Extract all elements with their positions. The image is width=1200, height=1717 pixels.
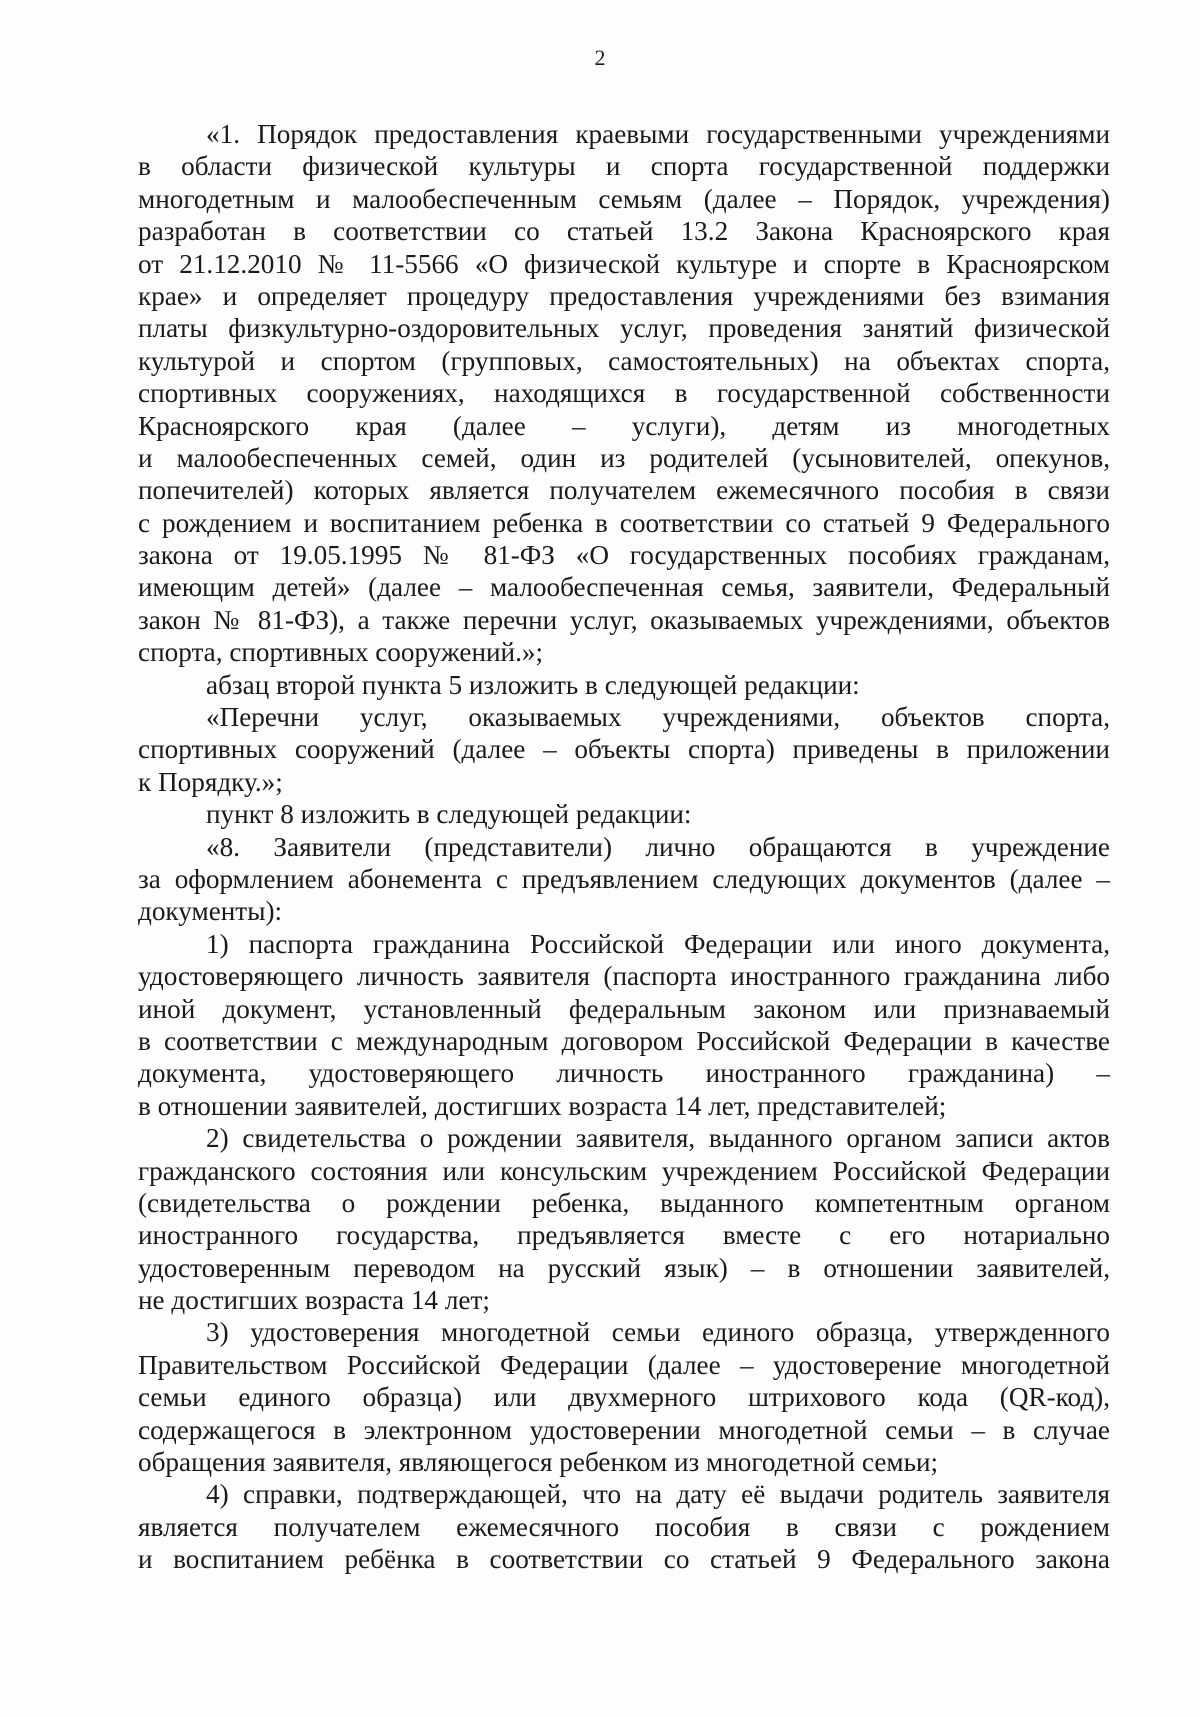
paragraph [138,1316,1110,1478]
paragraph [138,1122,1110,1316]
text-line: имеющим детей» (далее – малообеспеченная семья, заявители, Федеральный [138,572,1110,603]
text-line: в области физической культуры и спорта государственной поддержки [138,151,1110,182]
text-line: удостоверенным переводом на русский язык) – в отношении заявителей, [138,1252,1110,1283]
text-line: не достигших возраста 14 лет; [138,1285,490,1316]
paragraph [138,118,1110,669]
text-line: крае» и определяет процедуру предоставления учреждениями без взимания [138,280,1110,311]
text-line: 1) паспорта гражданина Российской Федерации или иного документа, [206,928,1110,959]
text-line: документы): [138,896,283,927]
text-line: закона от 19.05.1995 № 81-ФЗ «О государственных пособиях гражданам, [138,540,1110,571]
text-line: пункт 8 изложить в следующей редакции: [206,799,692,830]
text-line: культурой и спортом (групповых, самостоятельных) на объектах спорта, [138,345,1110,376]
text-line: абзац второй пункта 5 изложить в следующей редакции: [206,669,860,700]
text-line: Красноярского края (далее – услуги), детям из многодетных [138,410,1110,441]
paragraph [138,1478,1110,1575]
document-body [138,118,1110,1576]
text-line: закон № 81-ФЗ), а также перечни услуг, оказываемых учреждениями, объектов [138,604,1110,635]
text-line: (свидетельства о рождении ребенка, выданного компетентным органом [138,1187,1110,1218]
text-line: иной документ, установленный федеральным законом или признаваемый [138,993,1110,1024]
paragraph [138,798,1110,830]
text-line: «Перечни услуг, оказываемых учреждениями, объектов спорта, [206,702,1110,733]
text-line: содержащегося в электронном удостоверении многодетной семьи – в случае [138,1414,1110,1445]
page-number: 2 [594,45,606,70]
text-line: разработан в соответствии со статьей 13.2 Закона Красноярского края [138,216,1110,247]
text-line: спорта, спортивных сооружений.»; [138,637,544,668]
paragraph [138,701,1110,798]
text-line: спортивных сооружениях, находящихся в государственной собственности [138,378,1110,409]
text-line: 2) свидетельства о рождении заявителя, выданного органом записи актов [206,1123,1110,1154]
text-line: иностранного государства, предъявляется вместе с его нотариально [138,1220,1110,1251]
text-line: многодетным и малообеспеченным семьям (далее – Порядок, учреждения) [138,183,1110,214]
paragraph [138,669,1110,701]
text-line: 4) справки, подтверждающей, что на дату её выдачи родитель заявителя [206,1479,1110,1510]
text-line: к Порядку.»; [138,766,283,797]
text-line: попечителей) которых является получателем ежемесячного пособия в связи [138,475,1110,506]
text-line: 3) удостоверения многодетной семьи единого образца, утвержденного [206,1317,1110,1348]
text-line: за оформлением абонемента с предъявлением следующих документов (далее – [138,863,1110,894]
text-line: документа, удостоверяющего личность иностранного гражданина) – [138,1058,1110,1089]
text-line: и малообеспеченных семей, один из родителей (усыновителей, опекунов, [138,442,1110,473]
text-line: гражданского состояния или консульским учреждением Российской Федерации [138,1155,1110,1186]
text-line: семьи единого образца) или двухмерного штрихового кода (QR-код), [138,1382,1110,1413]
text-line: платы физкультурно-оздоровительных услуг, проведения занятий физической [138,313,1110,344]
text-line: обращения заявителя, являющегося ребенком из многодетной семьи; [138,1447,939,1478]
text-line: спортивных сооружений (далее – объекты спорта) приведены в приложении [138,734,1110,765]
text-line: от 21.12.2010 № 11-5566 «О физической культуре и спорте в Красноярском [138,248,1110,279]
text-line: является получателем ежемесячного пособия в связи с рождением [138,1511,1110,1542]
text-line: и воспитанием ребёнка в соответствии со статьей 9 Федерального закона [138,1544,1110,1575]
text-line: с рождением и воспитанием ребенка в соответствии со статьей 9 Федерального [138,507,1110,538]
paragraph [138,831,1110,928]
text-line: удостоверяющего личность заявителя (паспорта иностранного гражданина либо [138,961,1110,992]
text-line: «8. Заявители (представители) лично обращаются в учреждение [206,831,1110,862]
text-line: в соответствии с международным договором Российской Федерации в качестве [138,1025,1110,1056]
text-line: «1. Порядок предоставления краевыми государственными учреждениями [206,119,1110,149]
text-line: Правительством Российской Федерации (далее – удостоверение многодетной [138,1349,1110,1380]
text-line: в отношении заявителей, достигших возраста 14 лет, представителей; [138,1090,947,1121]
paragraph [138,928,1110,1122]
